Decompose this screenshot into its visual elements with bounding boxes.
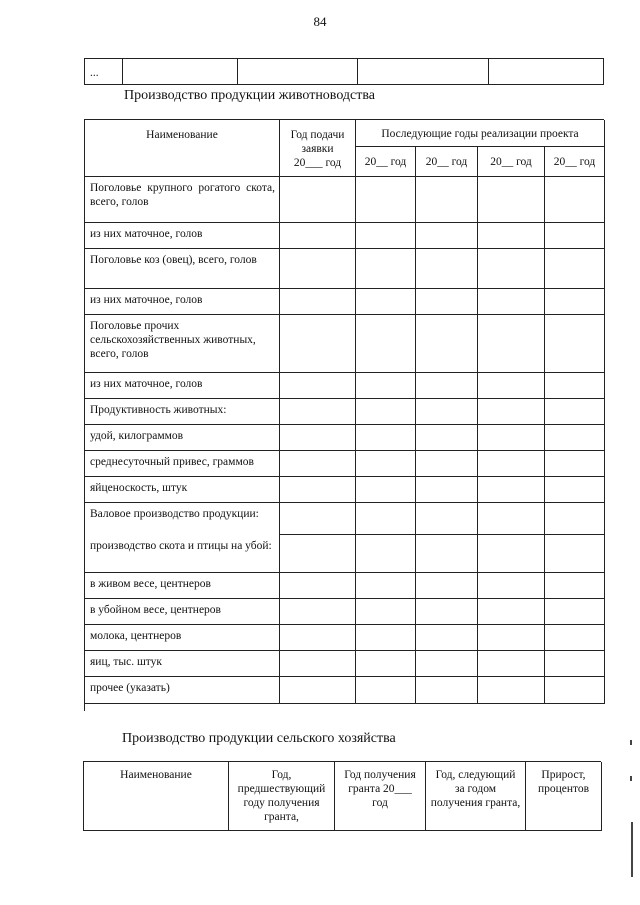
- previous-table-ellipsis-cell: [85, 59, 123, 85]
- row-label-cell: [85, 503, 280, 535]
- header-year-text: 20__ год: [490, 156, 532, 168]
- header-following-years: [356, 120, 605, 147]
- row-label: Поголовье коз (овец), всего, голов: [90, 254, 257, 266]
- value-cell[interactable]: [356, 425, 416, 451]
- value-cell[interactable]: [356, 477, 416, 503]
- value-cell[interactable]: [478, 503, 545, 535]
- header-year-col-1: [356, 147, 416, 177]
- scan-artifact-mark: [631, 822, 633, 877]
- agri-header-next-year: [426, 762, 526, 831]
- value-cell[interactable]: [478, 249, 545, 289]
- value-cell[interactable]: [545, 373, 605, 399]
- value-cell[interactable]: [280, 425, 356, 451]
- row-label-cell: [85, 177, 280, 223]
- header-name-text: Наименование: [146, 129, 218, 141]
- row-label: Поголовье прочих сельскохозяйственных животных, всего, голов: [90, 320, 256, 360]
- value-cell[interactable]: [280, 625, 356, 651]
- header-application-year-line1: Год подачи: [290, 129, 345, 141]
- previous-table-cell: [238, 59, 358, 85]
- value-cell[interactable]: [356, 249, 416, 289]
- row-label-cell: [85, 223, 280, 249]
- value-cell[interactable]: [280, 177, 356, 223]
- row-label-cell: [85, 249, 280, 289]
- value-cell[interactable]: [478, 599, 545, 625]
- value-cell[interactable]: [478, 373, 545, 399]
- value-cell[interactable]: [356, 535, 416, 573]
- value-cell[interactable]: [545, 289, 605, 315]
- row-label-cell: [85, 535, 280, 573]
- value-cell[interactable]: [478, 399, 545, 425]
- value-cell[interactable]: [416, 289, 478, 315]
- agri-header-prev-year-text: Год, предшествующий году получения гранта,: [237, 769, 326, 823]
- value-cell[interactable]: [416, 451, 478, 477]
- value-cell[interactable]: [356, 177, 416, 223]
- value-cell[interactable]: [478, 677, 545, 704]
- header-year-col-3: [478, 147, 545, 177]
- header-year-col-2: [416, 147, 478, 177]
- row-label: молока, центнеров: [90, 630, 182, 642]
- value-cell[interactable]: [545, 451, 605, 477]
- row-label-cell: [85, 289, 280, 315]
- row-label: из них маточное, голов: [90, 294, 203, 306]
- value-cell[interactable]: [280, 223, 356, 249]
- value-cell[interactable]: [356, 451, 416, 477]
- row-label: яиц, тыс. штук: [90, 656, 163, 668]
- value-cell[interactable]: [416, 677, 478, 704]
- header-year-col-4: [545, 147, 605, 177]
- header-year-text: 20__ год: [553, 156, 596, 168]
- row-label: Поголовье крупного рогатого скота, всего, голов: [90, 182, 275, 208]
- row-label: яйценоскость, штук: [90, 482, 188, 494]
- row-label-cell: [85, 599, 280, 625]
- value-cell[interactable]: [356, 573, 416, 599]
- row-label-cell: [85, 573, 280, 599]
- agri-section-title: Производство продукции сельского хозяйства: [122, 731, 396, 746]
- value-cell[interactable]: [545, 315, 605, 373]
- value-cell[interactable]: [478, 535, 545, 573]
- value-cell[interactable]: [356, 625, 416, 651]
- value-cell[interactable]: [280, 477, 356, 503]
- value-cell[interactable]: [478, 315, 545, 373]
- livestock-table: [84, 119, 604, 711]
- row-label: удой, килограммов: [90, 430, 184, 442]
- value-cell[interactable]: [416, 599, 478, 625]
- value-cell[interactable]: [356, 399, 416, 425]
- value-cell[interactable]: [416, 651, 478, 677]
- row-label-cell: [85, 451, 280, 477]
- row-label-cell: [85, 425, 280, 451]
- row-label: из них маточное, голов: [90, 378, 203, 390]
- value-cell[interactable]: [280, 503, 356, 535]
- row-label: производство скота и птицы на убой:: [90, 540, 272, 552]
- value-cell[interactable]: [280, 677, 356, 704]
- value-cell[interactable]: [416, 249, 478, 289]
- value-cell[interactable]: [478, 289, 545, 315]
- header-year-text: 20__ год: [425, 156, 468, 168]
- value-cell[interactable]: [545, 677, 605, 704]
- value-cell[interactable]: [280, 651, 356, 677]
- previous-table-cell: [358, 59, 489, 85]
- value-cell[interactable]: [416, 573, 478, 599]
- header-name: [85, 120, 280, 177]
- value-cell[interactable]: [545, 477, 605, 503]
- value-cell[interactable]: [545, 573, 605, 599]
- value-cell[interactable]: [280, 249, 356, 289]
- value-cell[interactable]: [280, 451, 356, 477]
- value-cell[interactable]: [416, 177, 478, 223]
- agri-header-name-text: Наименование: [120, 769, 192, 781]
- value-cell[interactable]: [280, 399, 356, 425]
- value-cell[interactable]: [478, 177, 545, 223]
- row-label-cell: [85, 477, 280, 503]
- value-cell[interactable]: [280, 573, 356, 599]
- value-cell[interactable]: [356, 289, 416, 315]
- value-cell[interactable]: [356, 651, 416, 677]
- agri-header-next-year-text: Год, следующий за годом получения гранта,: [430, 769, 521, 809]
- agri-header-grant-year: [335, 762, 426, 831]
- value-cell[interactable]: [416, 503, 478, 535]
- row-label: в убойном весе, центнеров: [90, 604, 221, 616]
- header-year-text: 20__ год: [364, 156, 407, 168]
- value-cell[interactable]: [280, 315, 356, 373]
- agri-header-growth-text: Прирост, процентов: [537, 769, 590, 795]
- value-cell[interactable]: [545, 599, 605, 625]
- scan-artifact-mark: [630, 740, 632, 745]
- row-label-cell: [85, 677, 280, 704]
- value-cell[interactable]: [356, 223, 416, 249]
- value-cell[interactable]: [545, 399, 605, 425]
- row-label-cell: [85, 651, 280, 677]
- value-cell[interactable]: [416, 535, 478, 573]
- previous-table-cell: [489, 59, 603, 85]
- ellipsis-text: ...: [90, 67, 99, 79]
- agri-header-grant-year-text: Год получения гранта 20___ год: [344, 769, 416, 809]
- row-label: в живом весе, центнеров: [90, 578, 211, 590]
- row-label-cell: [85, 315, 280, 373]
- value-cell[interactable]: [280, 535, 356, 573]
- agri-header-name: [84, 762, 229, 831]
- value-cell[interactable]: [478, 625, 545, 651]
- value-cell[interactable]: [545, 503, 605, 535]
- agri-header-prev-year: [229, 762, 335, 831]
- value-cell[interactable]: [356, 315, 416, 373]
- row-label-cell: [85, 399, 280, 425]
- row-label: из них маточное, голов: [90, 228, 203, 240]
- row-label: Продуктивность животных:: [90, 404, 227, 416]
- previous-table-strip: [84, 58, 604, 85]
- value-cell[interactable]: [545, 651, 605, 677]
- value-cell[interactable]: [416, 373, 478, 399]
- livestock-section-title: Производство продукции животноводства: [124, 88, 376, 103]
- value-cell[interactable]: [416, 315, 478, 373]
- value-cell[interactable]: [280, 373, 356, 399]
- value-cell[interactable]: [545, 177, 605, 223]
- value-cell[interactable]: [416, 425, 478, 451]
- value-cell[interactable]: [545, 249, 605, 289]
- value-cell[interactable]: [478, 477, 545, 503]
- header-application-year: [280, 120, 356, 177]
- value-cell[interactable]: [545, 625, 605, 651]
- value-cell[interactable]: [545, 223, 605, 249]
- page-number: 84: [313, 14, 327, 29]
- value-cell[interactable]: [356, 599, 416, 625]
- value-cell[interactable]: [478, 425, 545, 451]
- value-cell[interactable]: [478, 451, 545, 477]
- agri-production-table: [83, 761, 601, 831]
- value-cell[interactable]: [545, 535, 605, 573]
- value-cell[interactable]: [478, 223, 545, 249]
- value-cell[interactable]: [478, 651, 545, 677]
- value-cell[interactable]: [356, 373, 416, 399]
- row-label-cell: [85, 625, 280, 651]
- agri-header-growth: [526, 762, 602, 831]
- row-label-cell: [85, 373, 280, 399]
- value-cell[interactable]: [416, 477, 478, 503]
- value-cell[interactable]: [416, 223, 478, 249]
- value-cell[interactable]: [416, 625, 478, 651]
- row-label: прочее (указать): [90, 682, 170, 694]
- header-following-years-text: Последующие годы реализации проекта: [381, 128, 579, 140]
- value-cell[interactable]: [545, 425, 605, 451]
- header-application-year-line3: 20___ год: [293, 157, 342, 169]
- value-cell[interactable]: [478, 573, 545, 599]
- value-cell[interactable]: [280, 289, 356, 315]
- value-cell[interactable]: [280, 599, 356, 625]
- scan-artifact-mark: [630, 776, 632, 781]
- value-cell[interactable]: [416, 399, 478, 425]
- row-label: среднесуточный привес, граммов: [90, 456, 254, 468]
- header-application-year-line2: заявки: [301, 143, 334, 155]
- value-cell[interactable]: [356, 677, 416, 704]
- value-cell[interactable]: [356, 503, 416, 535]
- row-label: Валовое производство продукции:: [90, 508, 259, 520]
- previous-table-cell: [123, 59, 238, 85]
